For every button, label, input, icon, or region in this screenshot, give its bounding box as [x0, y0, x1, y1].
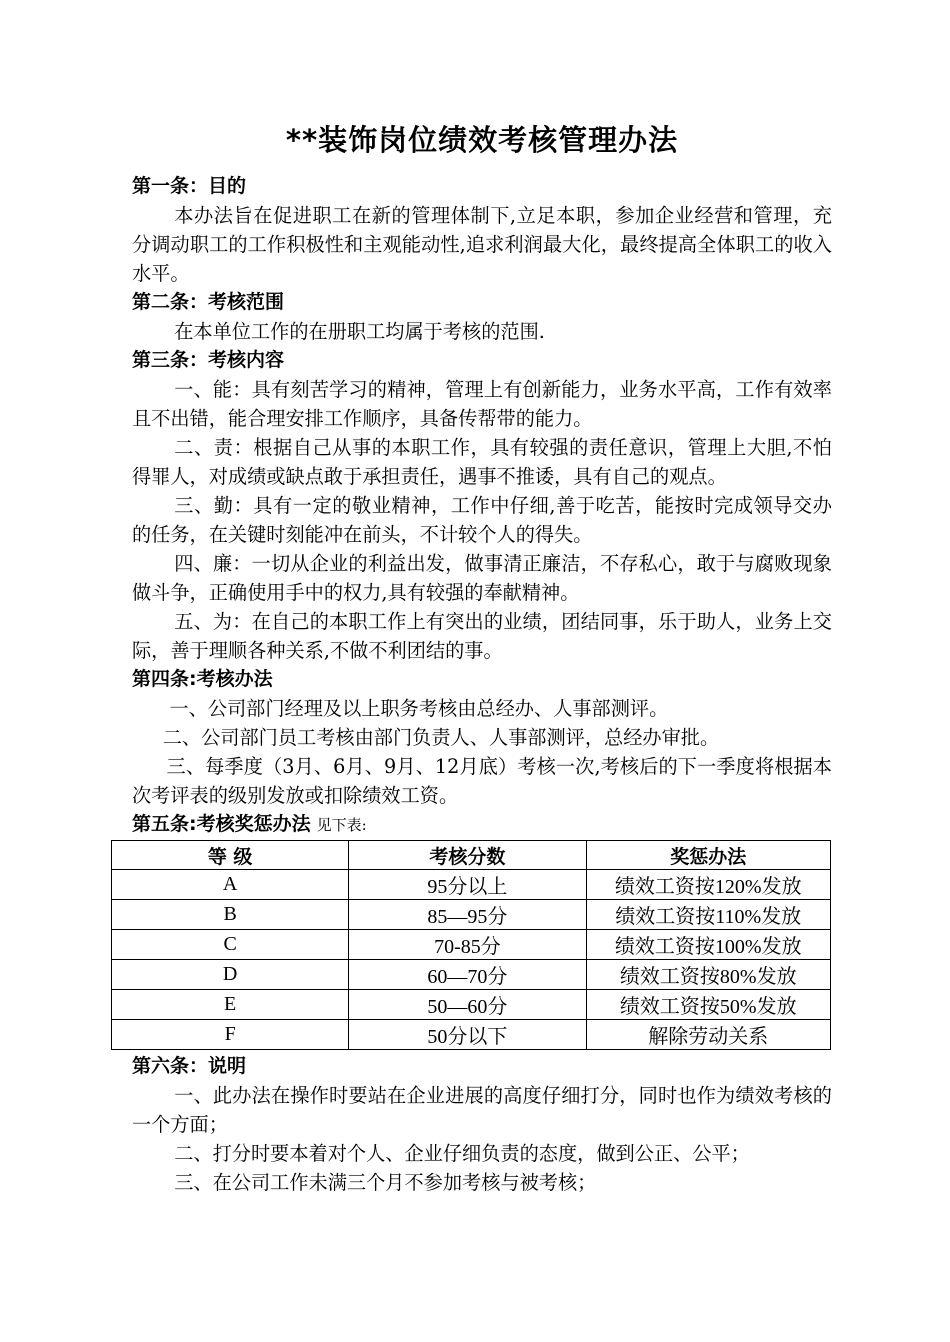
table-row: [112, 960, 831, 990]
section-paragraph: 二、责：根据自己从事的本职工作，具有较强的责任意识，管理上大胆,不怕得罪人，对成绩或缺点敢于承担责任，遇事不推诿，具有自己的观点。: [132, 436, 832, 488]
grade-cell: A: [112, 870, 349, 900]
section-paragraph: 三、在公司工作未满三个月不参加考核与被考核；: [174, 1171, 597, 1194]
reward-cell: 绩效工资按120%发放: [586, 870, 830, 900]
grade-cell: E: [112, 990, 349, 1020]
score-cell: 50分以下: [349, 1020, 586, 1050]
document-title: **装饰岗位绩效考核管理办法: [285, 123, 679, 157]
grade-cell: D: [112, 960, 349, 990]
document-page: [132, 118, 832, 1197]
section-paragraph: 一、此办法在操作时要站在企业进展的高度仔细打分，同时也作为绩效考核的一个方面；: [132, 1084, 832, 1136]
heading-note: 见下表:: [316, 816, 367, 834]
column-header-grade: 等 级: [112, 841, 349, 870]
score-cell: 60—70分: [349, 960, 586, 990]
section-heading-method: 第四条:考核办法: [132, 668, 273, 690]
section-heading-notes: 第六条：说明: [132, 1055, 247, 1077]
reward-cell: 绩效工资按50%发放: [586, 990, 830, 1020]
grade-cell: F: [112, 1020, 349, 1050]
section-heading-purpose: 第一条：目的: [132, 175, 247, 197]
section-heading-scope: 第二条：考核范围: [132, 291, 285, 313]
table-header-row: [112, 841, 831, 870]
section-paragraph: 三、每季度（3月、6月、9月、12月底）考核一次,考核后的下一季度将根据本次考评表的级别发放或扣除绩效工资。: [132, 755, 832, 807]
score-cell: 95分以上: [349, 870, 586, 900]
section-paragraph: 三、勤：具有一定的敬业精神，工作中仔细,善于吃苦，能按时完成领导交办的任务，在关键时刻能冲在前头，不计较个人的得失。: [132, 494, 832, 546]
reward-cell: 解除劳动关系: [586, 1020, 830, 1050]
table-row: [112, 1020, 831, 1050]
table-row: [112, 930, 831, 960]
column-header-reward: 奖惩办法: [586, 841, 830, 870]
section-paragraph: 四、廉：一切从企业的利益出发，做事清正廉洁，不存私心，敢于与腐败现象做斗争，正确使用手中的权力,具有较强的奉献精神。: [132, 552, 832, 604]
table-row: [112, 990, 831, 1020]
grade-cell: B: [112, 900, 349, 930]
score-cell: 50—60分: [349, 990, 586, 1020]
grade-table: [111, 840, 831, 1050]
table-row: [112, 870, 831, 900]
section-paragraph: 二、公司部门员工考核由部门负责人、人事部测评，总经办审批。: [162, 726, 720, 749]
score-cell: 70-85分: [349, 930, 586, 960]
section-heading-rewards: [132, 810, 832, 839]
reward-cell: 绩效工资按110%发放: [586, 900, 830, 930]
section-paragraph: 在本单位工作的在册职工均属于考核的范围.: [174, 320, 545, 343]
reward-cell: 绩效工资按100%发放: [586, 930, 830, 960]
score-cell: 85—95分: [349, 900, 586, 930]
grade-cell: C: [112, 930, 349, 960]
table-row: [112, 900, 831, 930]
reward-cell: 绩效工资按80%发放: [586, 960, 830, 990]
section-paragraph: 一、公司部门经理及以上职务考核由总经办、人事部测评。: [169, 697, 669, 720]
column-header-score: 考核分数: [349, 841, 586, 870]
section-heading-content: 第三条：考核内容: [132, 349, 285, 371]
heading-text: 第五条:考核奖惩办法: [132, 813, 311, 835]
section-paragraph: 本办法旨在促进职工在新的管理体制下,立足本职，参加企业经营和管理，充分调动职工的工作积极性和主观能动性,追求利润最大化，最终提高全体职工的收入水平。: [132, 204, 832, 285]
section-paragraph: 五、为：在自己的本职工作上有突出的业绩，团结同事，乐于助人，业务上交际，善于理顺各种关系,不做不利团结的事。: [132, 610, 832, 662]
section-paragraph: 一、能：具有刻苦学习的精神，管理上有创新能力，业务水平高，工作有效率且不出错，能合理安排工作顺序，具备传帮带的能力。: [132, 378, 832, 430]
section-paragraph: 二、打分时要本着对个人、企业仔细负责的态度，做到公正、公平；: [174, 1142, 750, 1165]
